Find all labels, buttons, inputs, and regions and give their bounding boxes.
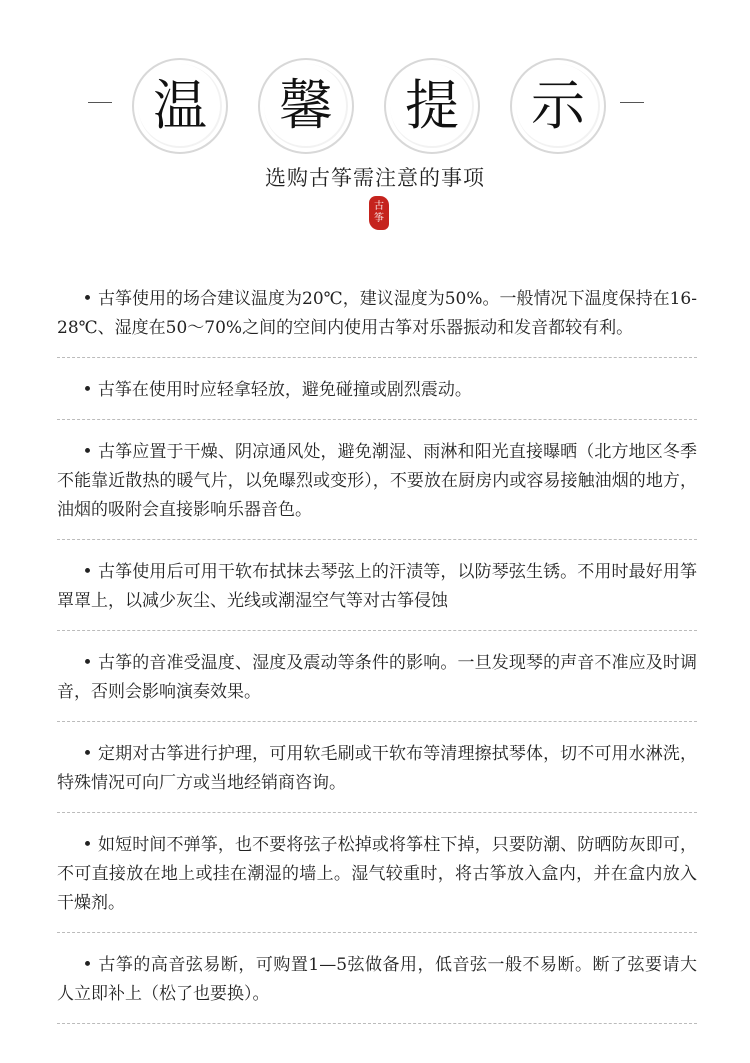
- tip-item: [57, 949, 697, 1024]
- tip-item: [57, 647, 697, 722]
- tip-text: • 古筝使用后可用干软布拭抹去琴弦上的汗渍等，以防琴弦生锈。不用时最好用筝罩罩上，以减少灰尘、光线或潮湿空气等对古筝侵蚀: [57, 562, 697, 611]
- tip-text: • 古筝的音准受温度、湿度及震动等条件的影响。一旦发现琴的声音不准应及时调音，否则会影响演奏效果。: [57, 653, 697, 702]
- page-subtitle: 选购古筝需注意的事项: [265, 166, 485, 190]
- tip-item: [57, 738, 697, 813]
- title-circle-3: [384, 58, 480, 154]
- title-char-1: 温: [153, 74, 207, 137]
- tip-text: • 古筝使用的场合建议温度为20℃，建议湿度为50%。一般情况下温度保持在16-28℃、湿度在50～70%之间的空间内使用古筝对乐器振动和发音都较有利。: [57, 289, 697, 338]
- tip-text: • 定期对古筝进行护理，可用软毛刷或干软布等清理擦拭琴体，切不可用水淋洗，特殊情况可向厂方或当地经销商咨询。: [57, 744, 697, 793]
- tip-item: [57, 283, 697, 358]
- title-char-2: 馨: [279, 74, 333, 137]
- title-circle-2: [258, 58, 354, 154]
- seal-char-1: 古: [374, 201, 384, 212]
- decorative-dash-left: [88, 102, 112, 103]
- tip-text: • 古筝的高音弦易断，可购置1—5弦做备用，低音弦一般不易断。断了弦要请大人立即补上（松了也要换）。: [57, 955, 697, 1004]
- tip-item: [57, 436, 697, 540]
- tip-text: • 古筝应置于干燥、阴凉通风处，避免潮湿、雨淋和阳光直接曝晒（北方地区冬季不能靠近散热的暖气片，以免曝烈或变形），不要放在厨房内或容易接触油烟的地方，油烟的吸附会直接影响乐器音色。: [57, 442, 697, 520]
- tips-list: [57, 283, 697, 1040]
- title-circle-1: [132, 58, 228, 154]
- title-char-4: 示: [531, 74, 585, 137]
- decorative-dash-right: [620, 102, 644, 103]
- tip-item: [57, 829, 697, 933]
- seal-char-2: 筝: [374, 213, 384, 224]
- tip-text: • 古筝在使用时应轻拿轻放，避免碰撞或剧烈震动。: [82, 380, 472, 400]
- tip-item: [57, 374, 697, 420]
- tip-item: [57, 556, 697, 631]
- red-seal-stamp: [369, 196, 389, 230]
- title-circle-4: [510, 58, 606, 154]
- title-char-3: 提: [405, 74, 459, 137]
- header: [0, 0, 750, 250]
- tip-text: • 如短时间不弹筝，也不要将弦子松掉或将筝柱下掉，只要防潮、防晒防灰即可，不可直接放在地上或挂在潮湿的墙上。湿气较重时，将古筝放入盒内，并在盒内放入干燥剂。: [57, 835, 697, 913]
